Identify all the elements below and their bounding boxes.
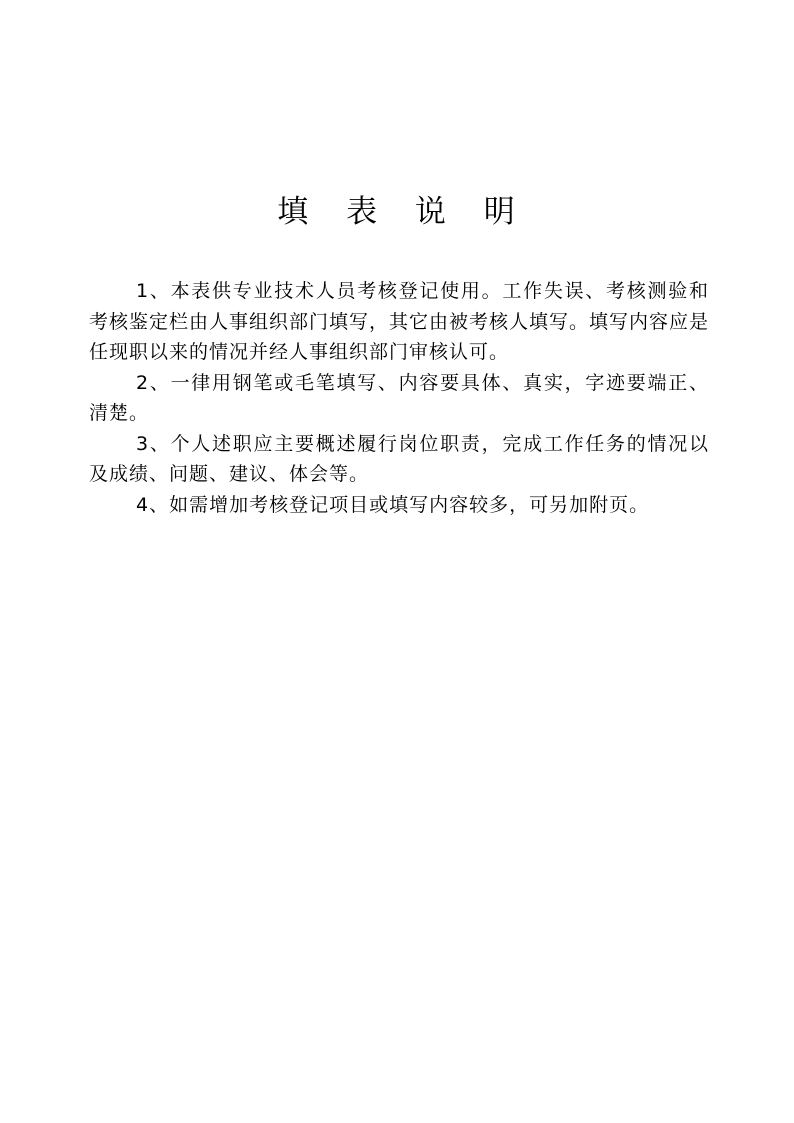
instruction-paragraph-3: 3、个人述职应主要概述履行岗位职责，完成工作任务的情况以及成绩、问题、建议、体会等。 (89, 432, 709, 485)
page-title: 填 表 说 明 (277, 194, 529, 230)
instruction-paragraph-4: 4、如需增加考核登记项目或填写内容较多，可另加附页。 (136, 493, 650, 516)
instruction-paragraph-2: 2、一律用钢笔或毛笔填写、内容要具体、真实，字迹要端正、清楚。 (89, 371, 709, 424)
instruction-paragraph-1: 1、本表供专业技术人员考核登记使用。工作失误、考核测验和考核鉴定栏由人事组织部门填写，其它由被考核人填写。填写内容应是任现职以来的情况并经人事组织部门审核认可。 (89, 280, 710, 363)
instructions-body (89, 276, 709, 520)
